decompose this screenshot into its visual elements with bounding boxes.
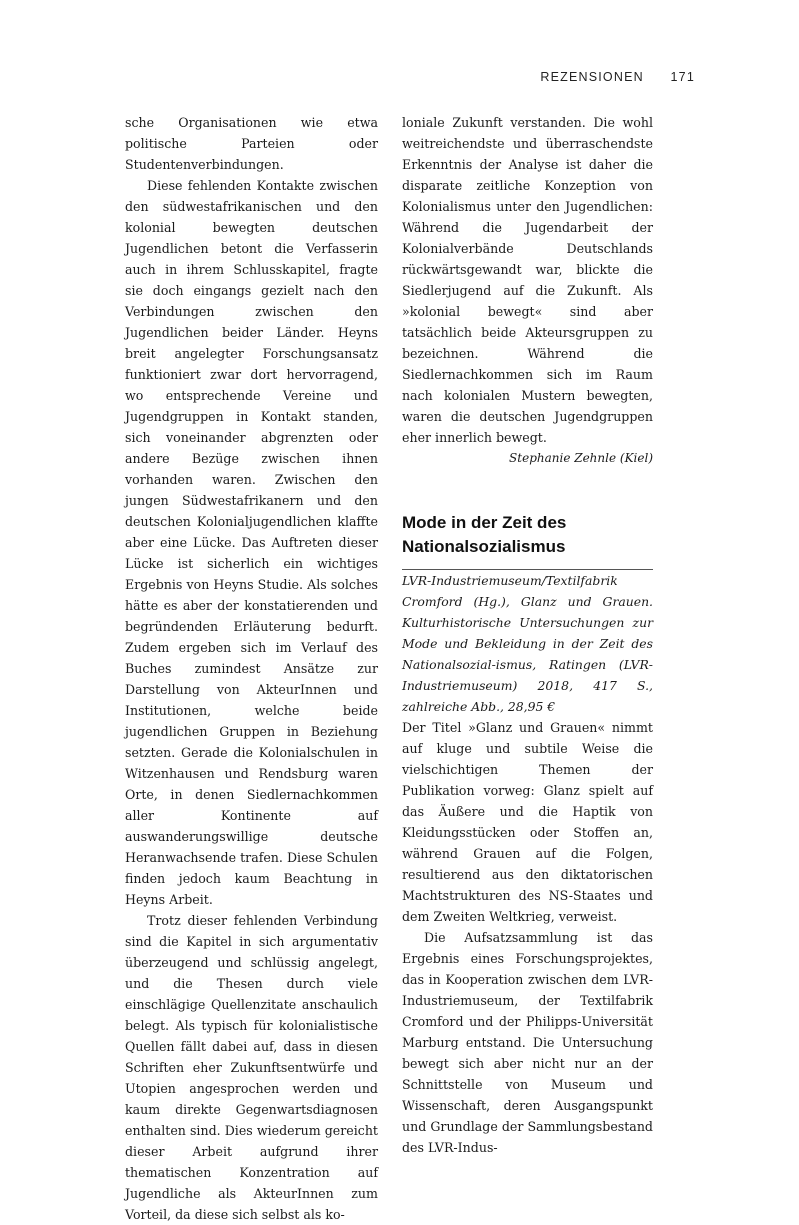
paragraph: sche Organisationen wie etwa politische Parteien oder Studentenverbindungen. bbox=[125, 115, 378, 172]
paragraph: loniale Zukunft verstanden. Die wohl weitreichendste und überraschendste Erkenntnis der Analyse ist daher die disparate zeitliche Konzeption von Kolonialismus unter den Jugendlichen: Während die Jugendarbeit der Kolonialverbände Deutschlands rückwärtsgewandt war, blickte die Siedlerjugend auf die Zukunft. Als »kolonial bewegt« sind aber tatsächlich beide Akteursgruppen zu bezeichnen. Während die Siedlernachkommen sich im Raum nach kolonialen Mustern bewegten, waren die deutschen Jugendgruppen eher innerlich bewegt. bbox=[402, 115, 653, 445]
left-column bbox=[125, 112, 378, 1225]
review-author: Stephanie Zehnle (Kiel) bbox=[509, 451, 653, 465]
paragraph: Der Titel »Glanz und Grauen« nimmt auf kluge und subtile Weise die vielschichtigen Themen der Publikation vorweg: Glanz spielt auf das Äußere und die Haptik von Kleidungsstücken oder Stoffen an, während Grauen auf die Folgen, resultierend aus den diktatorischen Machtstrukturen des NS-Staates und dem Zweiten Weltkrieg, verweist. bbox=[402, 720, 653, 924]
page-number: 171 bbox=[670, 70, 695, 84]
paragraph: Trotz dieser fehlenden Verbindung sind die Kapitel in sich argumentativ überzeugend und schlüssig angelegt, und die Thesen durch viele einschlägige Quellenzitate anschaulich belegt. Als typisch für kolonialistische Quellen fällt dabei auf, dass in diesen Schriften eher Zukunftsentwürfe und Utopien angesprochen werden und kaum direkte Gegenwartsdiagnosen enthalten sind. Dies wiederum gereicht dieser Arbeit aufgrund ihrer thematischen Konzentration auf Jugendliche als AkteurInnen zum Vorteil, da diese sich selbst als ko- bbox=[125, 913, 378, 1222]
review-heading: Mode in der Zeit des Nationalsozialismus bbox=[402, 511, 653, 570]
paragraph: Die Aufsatzsammlung ist das Ergebnis eines Forschungsprojektes, das in Kooperation zwischen dem LVR-Industriemuseum, der Textilfabrik Cromford und der Philipps-Universität Marburg entstand. Die Untersuchung bewegt sich aber nicht nur an der Schnittstelle von Museum und Wissenschaft, deren Ausgangspunkt und Grundlage der Sammlungsbestand des LVR-Indus- bbox=[402, 930, 653, 1155]
right-column bbox=[402, 112, 653, 1158]
running-header bbox=[540, 70, 695, 84]
section-title: REZENSIONEN bbox=[540, 70, 644, 84]
paragraph: Diese fehlenden Kontakte zwischen den südwestafrikanischen und den kolonial bewegten deutschen Jugendlichen betont die Verfasserin auch in ihrem Schlusskapitel, fragte sie doch eingangs gezielt nach den Verbindungen zwischen den Jugendlichen beider Länder. Heyns breit angelegter Forschungsansatz funktioniert zwar dort hervorragend, wo entsprechende Vereine und Jugendgruppen in Kontakt standen, sich voneinander abgrenzten oder andere Bezüge zwischen ihnen vorhanden waren. Zwischen den jungen Südwestafrikanern und den deutschen Kolonialjugendlichen klaffte aber eine Lücke. Das Auftreten dieser Lücke ist sicherlich ein wichtiges Ergebnis von Heyns Studie. Als solches hätte es aber der konstatierenden und begründenden Erläuterung bedurft. Zudem ergeben sich im Verlauf des Buches zumindest Ansätze zur Darstellung von AkteurInnen und Institutionen, welche beide jugendlichen Gruppen in Beziehung setzten. Gerade die Kolonialschulen in Witzenhausen und Rendsburg waren Orte, in denen Siedlernachkommen aller Kontinente auf auswanderungswillige deutsche Heranwachsende trafen. Diese Schulen finden jedoch kaum Beachtung in Heyns Arbeit. bbox=[125, 178, 378, 907]
bibliographic-entry: LVR-Industriemuseum/Textilfabrik Cromford (Hg.), Glanz und Grauen. Kulturhistorische Untersuchungen zur Mode und Bekleidung in der Zeit des Nationalsozial-ismus, Ratingen (LVR-Industriemuseum) 2018, 417 S., zahlreiche Abb., 28,95 € bbox=[402, 573, 653, 714]
